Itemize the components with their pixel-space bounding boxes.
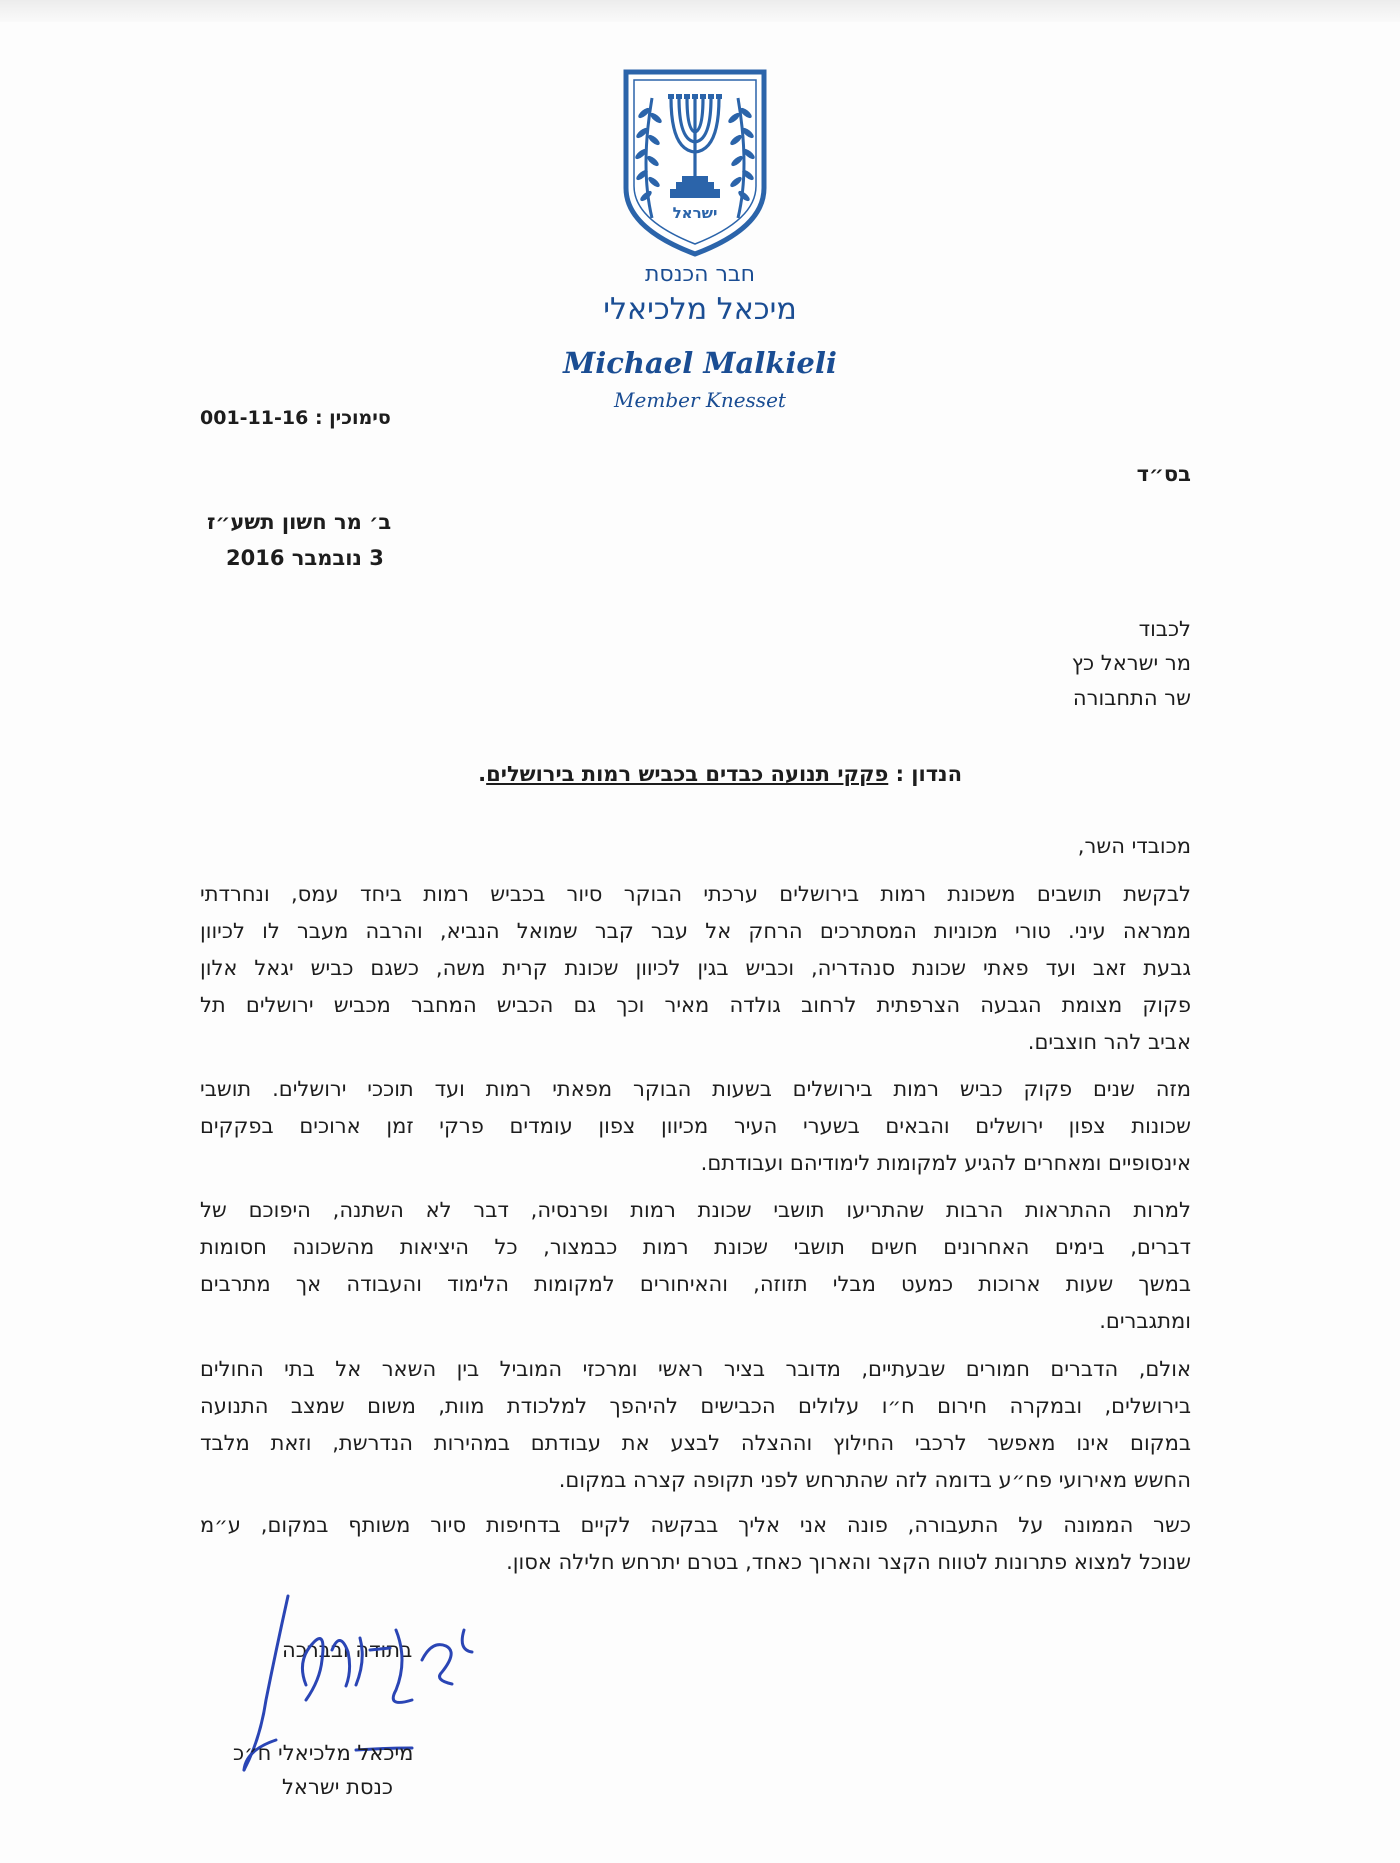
paragraph-line: גבעת זאב ועד פאתי שכונת סנהדריה, וכביש בגין לכיוון שכונת קרית משה, כשגם כביש יגאל אלון	[200, 956, 1191, 980]
paragraph-line: החשש מאירועי פח״ע בדומה לזה שהתרחש לפני תקופה קצרה במקום.	[558, 1468, 1191, 1492]
paragraph-line: דברים, בימים האחרונים חשים תושבי שכונת רמות כבמצור, כל היציאות מהשכונה חסומות	[200, 1235, 1191, 1259]
state-emblem-icon	[622, 68, 768, 258]
recipient-title: שר התחבורה	[1072, 686, 1191, 710]
paragraph-line: שכונות צפון ירושלים והבאים בשערי העיר מכיוון צפון עומדים פרקי זמן ארוכים בפקקים	[200, 1114, 1191, 1138]
recipient-name: מר ישראל כץ	[1071, 651, 1191, 675]
paragraph-line: אולם, הדברים חמורים שבעתיים, מדובר בציר ראשי ומרכזי המוביל בין השאר אל בתי החולים	[200, 1357, 1191, 1381]
viewer-top-edge	[0, 0, 1400, 22]
paragraph-line: ממראה עיני. טורי מכוניות המסתרכים הרחק אל עבר קבר שמואל הנביא, והרבה מעבר לו לכיוון	[200, 919, 1191, 943]
paragraph-line: ומתגברים.	[1099, 1309, 1191, 1333]
paragraph-line: פקוק מצומת הגבעה הצרפתית לרחוב גולדה מאיר וכך גם הכביש המחבר מכביש ירושלים תל	[200, 993, 1191, 1017]
paragraph-line: במשך שעות ארוכות כמעט מבלי תזוזה, והאיחורים למקומות הלימוד והעבודה אך מתרבים	[200, 1272, 1191, 1296]
closing-line: בתודה ובברכה	[282, 1638, 413, 1662]
body-paragraph-2	[200, 1071, 1191, 1182]
paragraph-line: אביב להר חוצבים.	[1027, 1030, 1191, 1054]
svg-text:ישראל: ישראל	[672, 204, 718, 222]
body-paragraph-5	[200, 1507, 1191, 1581]
paragraph-line: לבקשת תושבים משכונת רמות בירושלים ערכתי הבוקר סיור בכביש רמות ביחד עמס, ונחרדתי	[200, 882, 1191, 906]
hebrew-date: ב׳ מר חשון תשע״ז	[207, 510, 392, 534]
greeting: מכובדי השר,	[1077, 834, 1191, 858]
gregorian-date: 3 נובמבר 2016	[226, 546, 384, 570]
paragraph-line: מזה שנים פקוק כביש רמות בירושלים בשעות הבוקר מפאתי רמות ועד תוככי ירושלים. תושבי	[200, 1077, 1191, 1101]
letterhead-role-hebrew: חבר הכנסת	[644, 262, 756, 287]
letterhead-name-english: Michael Malkieli	[563, 346, 837, 380]
paragraph-line: אינסופיים ומאחרים להגיע למקומות לימודיהם ועבודתם.	[700, 1151, 1191, 1175]
subject-text: פקקי תנועה כבדים בכביש רמות בירושלים	[486, 762, 889, 786]
paragraph-line: שנוכל למצוא פתרונות לטווח הקצר והארוך כאחד, בטרם יתרחש חלילה אסון.	[506, 1550, 1191, 1574]
letterhead-name-hebrew: מיכאל מלכיאלי	[603, 292, 797, 327]
signature-title: כנסת ישראל	[282, 1775, 394, 1799]
paragraph-line: בירושלים, ובמקרה חירום ח״ו עלולים הכבישים להיהפך למלכודת מוות, משום שמצב התנועה	[200, 1394, 1191, 1418]
paragraph-line: כשר הממונה על התעבורה, פונה אני אליך בבקשה לקיים בדחיפות סיור משותף במקום, ע״מ	[200, 1513, 1191, 1537]
paragraph-line: במקום אינו מאפשר לרכבי החילוץ וההצלה לבצע את עבודתם במהירות הנדרשת, וזאת מלבד	[200, 1431, 1191, 1455]
recipient-honorific: לכבוד	[1138, 617, 1191, 641]
body-paragraph-3	[200, 1192, 1191, 1340]
subject-line	[440, 762, 962, 786]
paragraph-line: למרות ההתראות הרבות שהתריעו תושבי שכונת רמות ופרנסיה, דבר לא השתנה, היפוכם של	[200, 1198, 1191, 1222]
signature-name: מיכאל מלכיאלי ח״כ	[233, 1741, 414, 1765]
subject-end: .	[478, 762, 487, 786]
letterhead-role-english: Member Knesset	[614, 388, 786, 412]
body-paragraph-1	[200, 876, 1191, 1061]
body-paragraph-4	[200, 1351, 1191, 1499]
subject-label: הנדון :	[895, 762, 962, 786]
bsd-header: בס״ד	[1136, 462, 1191, 486]
reference-number: סימוכין : 001-11-16	[200, 407, 391, 429]
